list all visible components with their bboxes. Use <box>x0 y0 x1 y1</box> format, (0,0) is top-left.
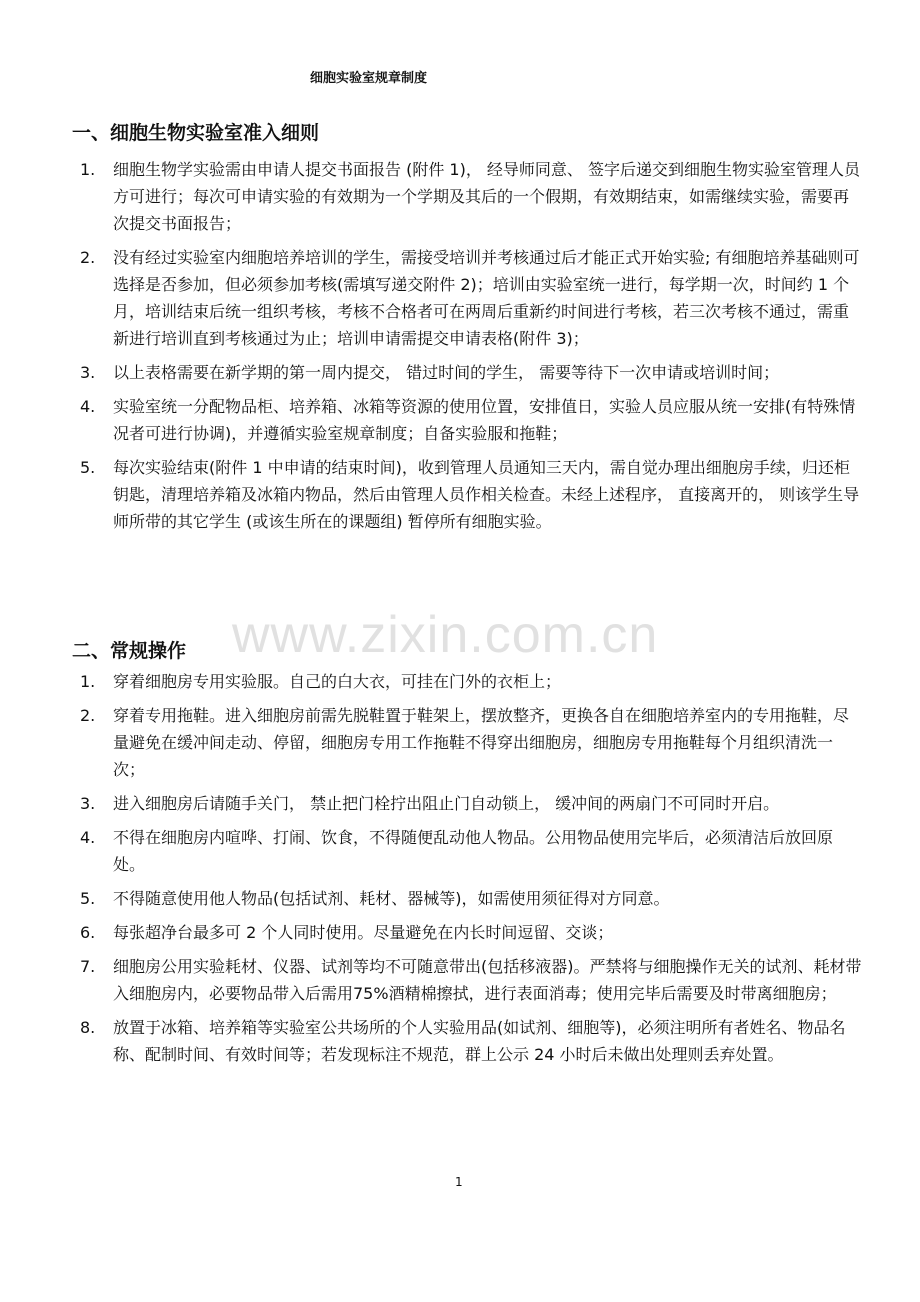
watermark: www.zixin.com.cn <box>232 606 659 664</box>
item-number: 5. <box>80 458 96 477</box>
section-heading-admission: 一、细胞生物实验室准入细则 <box>72 122 320 144</box>
list-item <box>72 885 862 912</box>
routine-rules-list <box>72 668 862 1075</box>
admission-rules-list <box>72 156 862 542</box>
item-text: 实验室统一分配物品柜、培养箱、冰箱等资源的使用位置，安排值日，实验人员应服从统一安排(有特殊情况者可进行协调)，并遵循实验室规章制度；自备实验服和拖鞋； <box>113 397 856 443</box>
item-text: 细胞房公用实验耗材、仪器、试剂等均不可随意带出(包括移液器)。严禁将与细胞操作无关的试剂、耗材带入细胞房内，必要物品带入后需用75%酒精棉擦拭，进行表面消毒；使用完毕后需要及时带离细胞房； <box>113 957 862 1003</box>
list-item <box>72 454 862 535</box>
item-number: 7. <box>80 957 96 976</box>
item-text: 以上表格需要在新学期的第一周内提交， 错过时间的学生， 需要等待下一次申请或培训时间； <box>113 363 780 382</box>
item-number: 3. <box>80 363 96 382</box>
document-title: 细胞实验室规章制度 <box>310 71 428 86</box>
item-text: 放置于冰箱、培养箱等实验室公共场所的个人实验用品(如试剂、细胞等)，必须注明所有者姓名、物品名称、配制时间、有效时间等；若发现标注不规范，群上公示 24 小时后未做出处理则丢弃处置。 <box>113 1018 846 1064</box>
list-item <box>72 953 862 1007</box>
item-text: 每张超净台最多可 2 个人同时使用。尽量避免在内长时间逗留、交谈； <box>113 923 614 942</box>
item-number: 2. <box>80 248 96 267</box>
item-number: 1. <box>80 160 96 179</box>
list-item <box>72 702 862 783</box>
item-number: 2. <box>80 706 96 725</box>
item-text: 没有经过实验室内细胞培养培训的学生，需接受培训并考核通过后才能正式开始实验; 有细胞培养基础则可选择是否参加，但必须参加考核(需填写递交附件 2)；培训由实验室统一进行，每学期一次，时间约 1 个月，培训结束后统一组织考核，考核不合格者可在两周后重新约时间进行考核，若三次考核不通过，需重新进行培训直到考核通过为止；培训申请需提交申请表格(附件 3)； <box>113 248 860 348</box>
item-text: 细胞生物学实验需由申请人提交书面报告 (附件 1)， 经导师同意、 签字后递交到细胞生物实验室管理人员方可进行；每次可申请实验的有效期为一个学期及其后的一个假期，有效期结束，如需继续实验，需要再次提交书面报告； <box>113 160 861 233</box>
item-number: 1. <box>80 672 96 691</box>
list-item <box>72 1014 862 1068</box>
item-text: 穿着专用拖鞋。进入细胞房前需先脱鞋置于鞋架上，摆放整齐，更换各自在细胞培养室内的专用拖鞋，尽量避免在缓冲间走动、停留，细胞房专用工作拖鞋不得穿出细胞房，细胞房专用拖鞋每个月组织清洗一次； <box>113 706 850 779</box>
item-number: 4. <box>80 397 96 416</box>
list-item <box>72 824 862 878</box>
list-item <box>72 393 862 447</box>
item-number: 6. <box>80 923 96 942</box>
item-number: 8. <box>80 1018 96 1037</box>
item-text: 不得在细胞房内喧哗、打闹、饮食，不得随便乱动他人物品。公用物品使用完毕后，必须清洁后放回原处。 <box>113 828 834 874</box>
item-number: 4. <box>80 828 96 847</box>
list-item <box>72 244 862 352</box>
list-item <box>72 156 862 237</box>
item-text: 每次实验结束(附件 1 中申请的结束时间)，收到管理人员通知三天内，需自觉办理出细胞房手续，归还柜钥匙，清理培养箱及冰箱内物品，然后由管理人员作相关检查。未经上述程序， 直接离开的， 则该学生导师所带的其它学生 (或该生所在的课题组) 暂停所有细胞实验。 <box>113 458 860 531</box>
list-item <box>72 790 862 817</box>
list-item <box>72 668 862 695</box>
item-text: 穿着细胞房专用实验服。自己的白大衣，可挂在门外的衣柜上； <box>113 672 562 691</box>
list-item <box>72 359 862 386</box>
page-number: 1 <box>455 1175 463 1189</box>
item-number: 3. <box>80 794 96 813</box>
item-number: 5. <box>80 889 96 908</box>
list-item <box>72 919 862 946</box>
item-text: 不得随意使用他人物品(包括试剂、耗材、器械等)，如需使用须征得对方同意。 <box>113 889 670 908</box>
item-text: 进入细胞房后请随手关门， 禁止把门栓拧出阻止门自动锁上， 缓冲间的两扇门不可同时开启。 <box>113 794 780 813</box>
section-heading-routine: 二、常规操作 <box>72 640 187 662</box>
